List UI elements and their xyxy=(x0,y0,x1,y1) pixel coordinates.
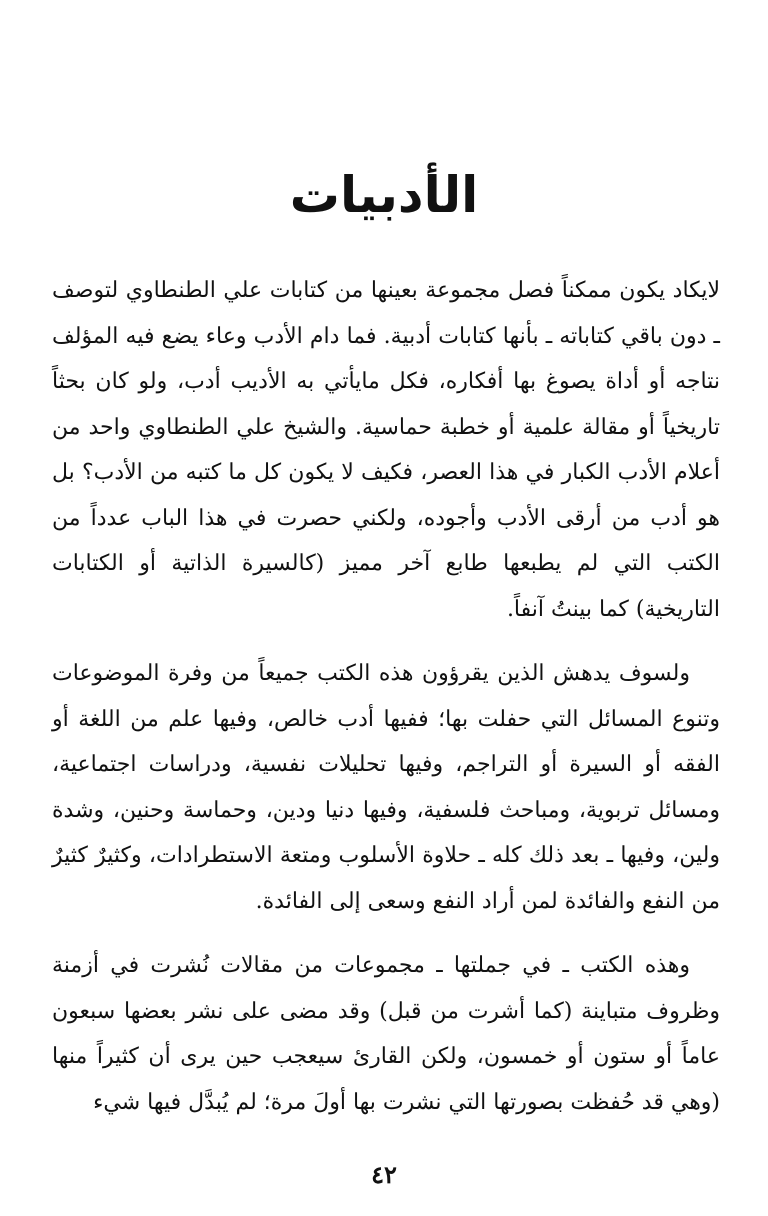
page-number: ٤٢ xyxy=(371,1160,397,1189)
paragraph-1: لايكاد يكون ممكناً فصل مجموعة بعينها من كتابات علي الطنطاوي لتوصف ـ دون باقي كتاباته ـ بأنها كتابات أدبية. فما دام الأدب وعاء يضع فيه المؤلف نتاجه أو أداة يصوغ بها أفكاره، فكل مايأتي به الأديب أدب، ولو كان بحثاً تاريخياً أو مقالة علمية أو خطبة حماسية. والشيخ علي الطنطاوي واحد من أعلام الأدب الكبار في هذا العصر، فكيف لا يكون كل ما كتبه من الأدب؟ بل هو أدب من أرقى الأدب وأجوده، ولكني حصرت في هذا الباب عدداً من الكتب التي لم يطبعها طابع آخر مميز (كالسيرة الذاتية أو الكتابات التاريخية) كما بينتُ آنفاً. xyxy=(52,278,720,622)
paragraph-3: وهذه الكتب ـ في جملتها ـ مجموعات من مقالات نُشرت في أزمنة وظروف متباينة (كما أشرت من قبل) وقد مضى على نشر بعضها سبعون عاماً أو ستون أو خمسون، ولكن القارئ سيعجب حين يرى أن كثيراً منها (وهي قد حُفظت بصورتها التي نشرت بها أولَ مرة؛ لم يُبدَّل فيها شيء xyxy=(52,953,720,1115)
chapter-title: الأدبيات xyxy=(289,166,479,224)
paragraph-2: ولسوف يدهش الذين يقرؤون هذه الكتب جميعاً من وفرة الموضوعات وتنوع المسائل التي حفلت بها؛ ففيها أدب خالص، وفيها علم من اللغة أو الفقه أو السيرة أو التراجم، وفيها تحليلات نفسية، ودراسات اجتماعية، ومسائل تربوية، ومباحث فلسفية، وفيها دنيا ودين، وحماسة وحنين، وشدة ولين، وفيها ـ بعد ذلك كله ـ حلاوة الأسلوب ومتعة الاستطرادات، وكثيرٌ كثيرٌ من النفع والفائدة لمن أراد النفع وسعى إلى الفائدة. xyxy=(52,661,720,914)
body-text xyxy=(52,268,720,1125)
